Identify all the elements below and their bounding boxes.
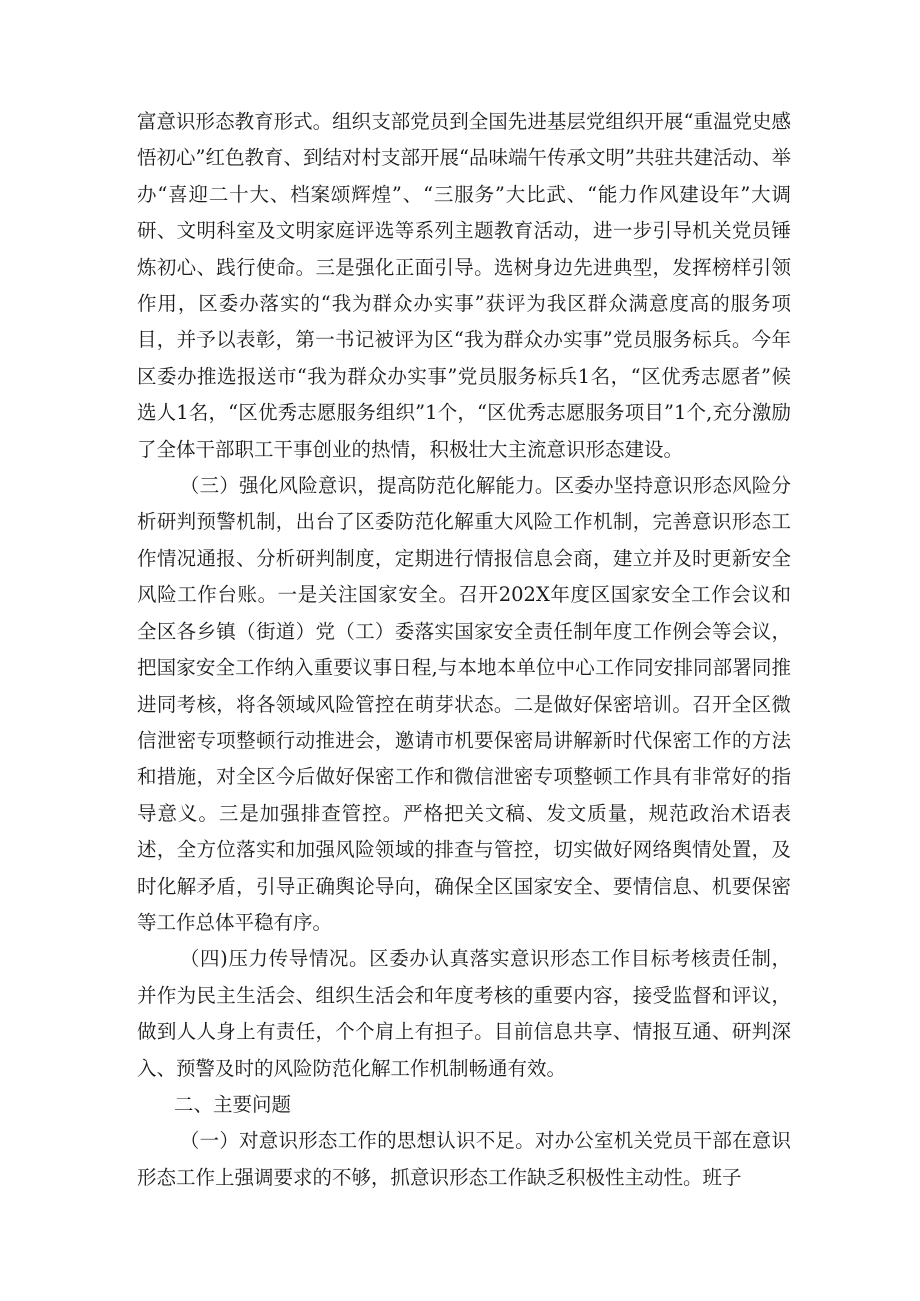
paragraph-section-4: （四)压力传导情况。区委办认真落实意识形态工作目标考核责任制，并作为民主生活会、组织生活会和年度考核的重要内容，接受监督和评议，做到人人身上有责任，个个肩上有担子。目前信息共享、情报互通、研判深入、预警及时的风险防范化解工作机制畅通有效。 xyxy=(137,947,791,1080)
paragraph-section-3: （三）强化风险意识，提高防范化解能力。区委办坚持意识形态风险分析研判预警机制，出台了区委防范化解重大风险工作机制，完善意识形态工作情况通报、分析研判制度，定期进行情报信息会商，建立并及时更新安全风险工作台账。一是关注国家安全。召开202X年度区国家安全工作会议和全区各乡镇（街道）党（工）委落实国家安全责任制年度工作例会等会议，把国家安全工作纳入重要议事日程,与本地本单位中心工作同安排同部署同推进同考核，将各领域风险管控在萌芽状态。二是做好保密培训。召开全区微信泄密专项整顿行动推进会，邀请市机要保密局讲解新时代保密工作的方法和措施，对全区今后做好保密工作和微信泄密专项整顿工作具有非常好的指导意义。三是加强排查管控。严格把关文稿、发文质量，规范政治术语表述，全方位落实和加强风险领域的排查与管控，切实做好网络舆情处置，及时化解矛盾，引导正确舆论导向，确保全区国家安全、要情信息、机要保密等工作总体平稳有序。 xyxy=(137,474,791,934)
paragraph-continuation: 富意识形态教育形式。组织支部党员到全国先进基层党组织开展“重温党史感悟初心”红色教育、到结对村支部开展“品味端午传承文明”共驻共建活动、举办“喜迎二十大、档案颂辉煌”、“三服务”大比武、“能力作风建设年”大调研、文明科室及文明家庭评选等系列主题教育活动，进一步引导机关党员锤炼初心、践行使命。三是强化正面引导。选树身边先进典型，发挥榜样引领作用，区委办落实的“我为群众办实事”获评为我区群众满意度高的服务项目，并予以表彰，第一书记被评为区“我为群众办实事”党员服务标兵。今年区委办推选报送市“我为群众办实事”党员服务标兵1名，“区优秀志愿者”候选人1名，“区优秀志愿服务组织”1个，“区优秀志愿服务项目”1个,充分激励了全体干部职工干事创业的热情，积极壮大主流意识形态建设。 xyxy=(137,110,791,461)
section-heading-main-problems: 二、主要问题 xyxy=(174,1092,292,1116)
document-body xyxy=(137,104,791,1196)
paragraph-problem-1: （一）对意识形态工作的思想认识不足。对办公室机关党员干部在意识形态工作上强调要求的不够，抓意识形态工作缺乏积极性主动性。班子 xyxy=(137,1129,791,1189)
